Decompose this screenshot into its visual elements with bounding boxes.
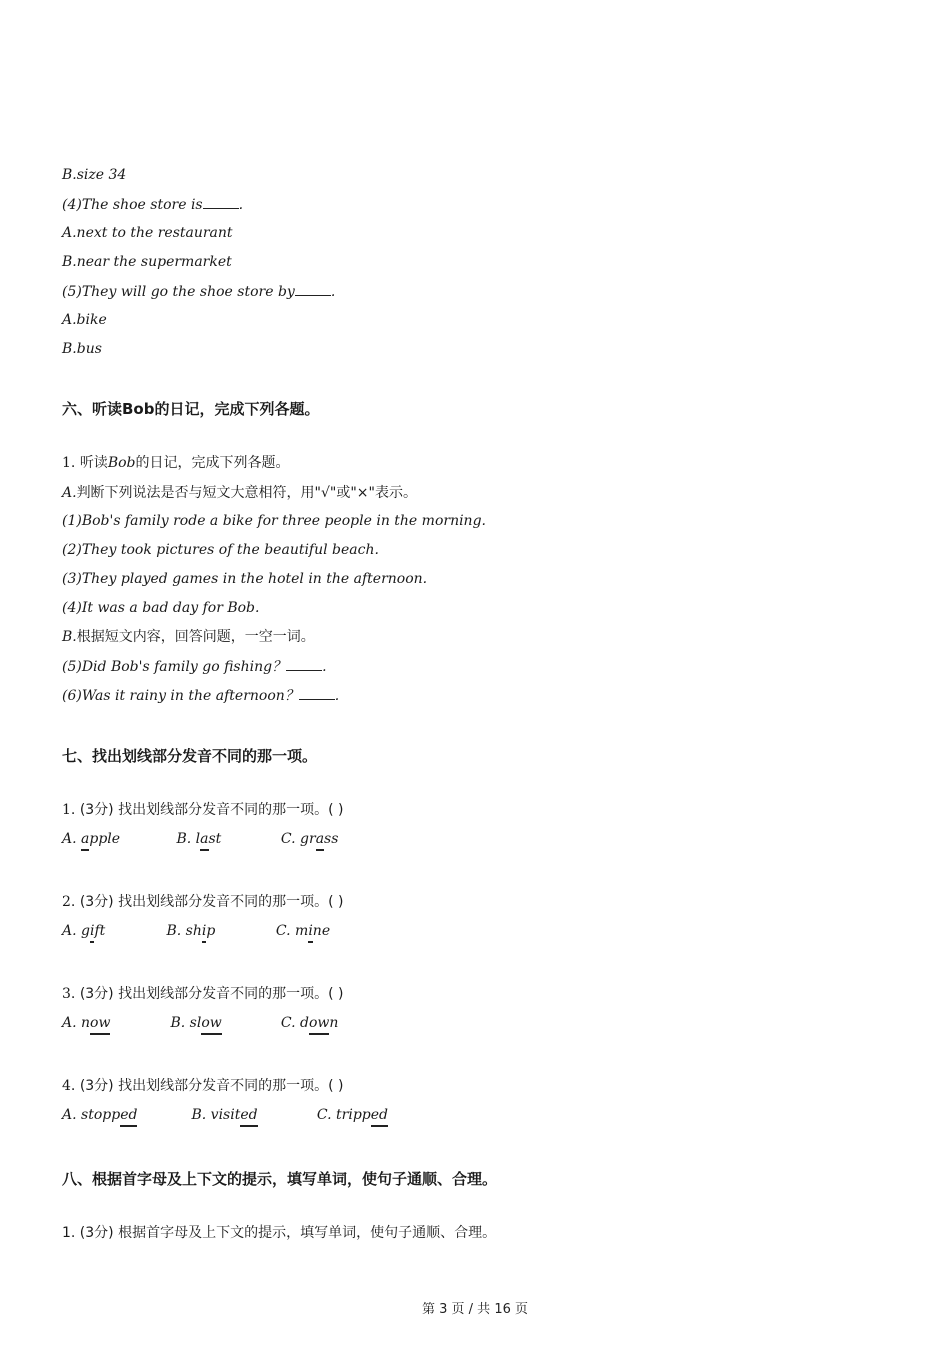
- option-b-supermarket: B.near the supermarket: [62, 254, 232, 270]
- question-6-rainy: (6)Was it rainy in the afternoon？ .: [62, 685, 339, 706]
- statement-4: (4)It was a bad day for Bob.: [62, 600, 260, 616]
- option-a[interactable]: A. gift: [62, 923, 106, 939]
- statement-1: (1)Bob's family rode a bike for three people in the morning.: [62, 513, 486, 529]
- phonics-question-3: 3. (3分) 找出划线部分发音不同的那一项。( ): [62, 986, 344, 1002]
- option-b[interactable]: B. visited: [191, 1107, 258, 1123]
- option-b[interactable]: B. slow: [170, 1015, 222, 1031]
- phonics-options-3: [62, 1015, 338, 1031]
- section-6-heading: 六、听读Bob的日记，完成下列各题。: [62, 400, 320, 418]
- answer-blank[interactable]: [286, 656, 322, 671]
- statement-2: (2)They took pictures of the beautiful beach.: [62, 542, 379, 558]
- option-b-bus: B.bus: [62, 341, 102, 357]
- question-5: (5)They will go the shoe store by .: [62, 281, 335, 302]
- option-a[interactable]: A. now: [62, 1015, 111, 1031]
- option-a-bike: A.bike: [62, 312, 107, 328]
- section-7-heading: 七、找出划线部分发音不同的那一项。: [62, 747, 318, 765]
- section-8-question-1: 1. (3分) 根据首字母及上下文的提示，填写单词，使句子通顺、合理。: [62, 1225, 497, 1241]
- option-a[interactable]: A. stopped: [62, 1107, 138, 1123]
- phonics-question-4: 4. (3分) 找出划线部分发音不同的那一项。( ): [62, 1078, 344, 1094]
- question-5-fishing: (5)Did Bob's family go fishing？ .: [62, 656, 327, 677]
- part-a-instruction: A.判断下列说法是否与短文大意相符，用"√"或"×"表示。: [62, 485, 417, 501]
- answer-blank[interactable]: [203, 194, 239, 209]
- option-c[interactable]: C. mine: [275, 923, 331, 939]
- phonics-options-2: [62, 923, 330, 939]
- option-c[interactable]: C. down: [280, 1015, 339, 1031]
- option-b[interactable]: B. last: [176, 831, 222, 847]
- statement-3: (3)They played games in the hotel in the afternoon.: [62, 571, 428, 587]
- phonics-options-4: [62, 1107, 388, 1123]
- phonics-question-1: 1. (3分) 找出划线部分发音不同的那一项。( ): [62, 802, 344, 818]
- question-4: (4)The shoe store is .: [62, 194, 243, 215]
- option-b-size34: B.size 34: [62, 167, 127, 183]
- answer-blank[interactable]: [299, 685, 335, 700]
- section-8-heading: 八、根据首字母及上下文的提示，填写单词，使句子通顺、合理。: [62, 1170, 498, 1188]
- option-a-restaurant: A.next to the restaurant: [62, 225, 233, 241]
- phonics-question-2: 2. (3分) 找出划线部分发音不同的那一项。( ): [62, 894, 344, 910]
- option-a[interactable]: A. apple: [62, 831, 121, 847]
- option-b[interactable]: B. ship: [166, 923, 216, 939]
- answer-blank[interactable]: [295, 281, 331, 296]
- option-c[interactable]: C. grass: [280, 831, 339, 847]
- option-c[interactable]: C. tripped: [316, 1107, 389, 1123]
- section-6-question-1: 1. 听读Bob的日记，完成下列各题。: [62, 455, 290, 471]
- page-number: 第 3 页 / 共 16 页: [422, 1302, 528, 1317]
- part-b-instruction: B.根据短文内容，回答问题，一空一词。: [62, 629, 315, 645]
- phonics-options-1: [62, 831, 338, 847]
